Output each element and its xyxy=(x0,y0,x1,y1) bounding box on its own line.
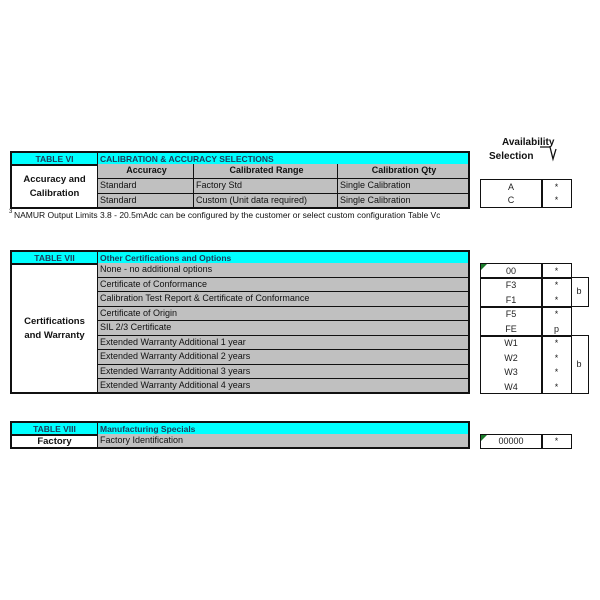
table7-availability-box xyxy=(480,263,572,394)
table6-row-accuracy: Standard xyxy=(98,194,194,209)
table7-row: SIL 2/3 Certificate xyxy=(98,321,470,336)
table7-row: Calibration Test Report & Certificate of Conformance xyxy=(98,292,470,307)
option-availability: * xyxy=(554,436,559,446)
table7-row: None - no additional options xyxy=(98,263,470,278)
table7-row: Certificate of Conformance xyxy=(98,278,470,293)
group-note: b xyxy=(576,286,582,296)
option-code[interactable]: W4 xyxy=(504,381,518,392)
option-code[interactable]: F1 xyxy=(505,294,517,305)
table6-row-qty: Single Calibration xyxy=(338,194,470,209)
footnote-marker: 3 xyxy=(9,209,13,215)
group-note: b xyxy=(576,359,582,369)
table7-side-label: Certifications and Warranty xyxy=(10,263,99,394)
option-code[interactable]: W2 xyxy=(504,352,518,363)
table7-row: Extended Warranty Additional 3 years xyxy=(98,365,470,380)
option-code[interactable]: A xyxy=(507,182,514,192)
group-note-box xyxy=(570,277,589,307)
table7-row: Extended Warranty Additional 4 years xyxy=(98,379,470,394)
table6-side-label: Accuracy and Calibration xyxy=(10,164,99,209)
table6-row-range: Custom (Unit data required) xyxy=(194,194,338,209)
table6-availability-box xyxy=(480,179,572,208)
table7-row: Extended Warranty Additional 1 year xyxy=(98,336,470,351)
table6-title: CALIBRATION & ACCURACY SELECTIONS xyxy=(98,151,470,164)
option-availability: * xyxy=(554,381,559,392)
option-availability: * xyxy=(554,367,559,378)
availability-label: Availability xyxy=(502,137,555,148)
table6-row-accuracy: Standard xyxy=(98,179,194,194)
option-availability: * xyxy=(554,294,559,305)
option-availability: * xyxy=(554,352,559,363)
option-availability: * xyxy=(554,309,559,320)
table7-title: Other Certifications and Options xyxy=(98,250,470,263)
option-code[interactable]: 00 xyxy=(505,265,516,276)
option-availability: * xyxy=(554,195,559,205)
table7-label: TABLE VII xyxy=(10,250,98,263)
table8-availability-box xyxy=(480,434,572,449)
option-code[interactable]: 00000 xyxy=(498,436,524,446)
option-availability: p xyxy=(553,323,559,334)
footnote-text: NAMUR Output Limits 3.8 - 20.5mAdc can be configured by the customer or select custom configuration Table Vc xyxy=(14,210,441,220)
column-header-calibrated-range: Calibrated Range xyxy=(194,164,338,179)
table8-label: TABLE VIII xyxy=(10,421,98,434)
down-arrow-icon xyxy=(540,146,558,162)
option-code[interactable]: F5 xyxy=(505,309,517,320)
selection-label: Selection xyxy=(489,151,534,162)
column-header-calibration-qty: Calibration Qty xyxy=(338,164,470,179)
table7-row: Certificate of Origin xyxy=(98,307,470,322)
option-code[interactable]: F3 xyxy=(505,280,517,291)
option-availability: * xyxy=(554,338,559,349)
group-note-box xyxy=(570,335,589,394)
option-availability: * xyxy=(554,280,559,291)
option-code[interactable]: W3 xyxy=(504,367,518,378)
option-code[interactable]: C xyxy=(507,195,515,205)
table7-row: Extended Warranty Additional 2 years xyxy=(98,350,470,365)
option-code[interactable]: W1 xyxy=(504,338,518,349)
option-availability: * xyxy=(554,182,559,192)
table6-row-qty: Single Calibration xyxy=(338,179,470,194)
table8-side-label: Factory xyxy=(10,434,99,449)
column-header-accuracy: Accuracy xyxy=(98,164,194,179)
table8-row: Factory Identification xyxy=(98,434,470,449)
table6-row-range: Factory Std xyxy=(194,179,338,194)
table6-label: TABLE VI xyxy=(10,151,98,164)
option-code[interactable]: FE xyxy=(505,323,517,334)
option-availability: * xyxy=(554,265,559,276)
table8-title: Manufacturing Specials xyxy=(98,421,470,434)
